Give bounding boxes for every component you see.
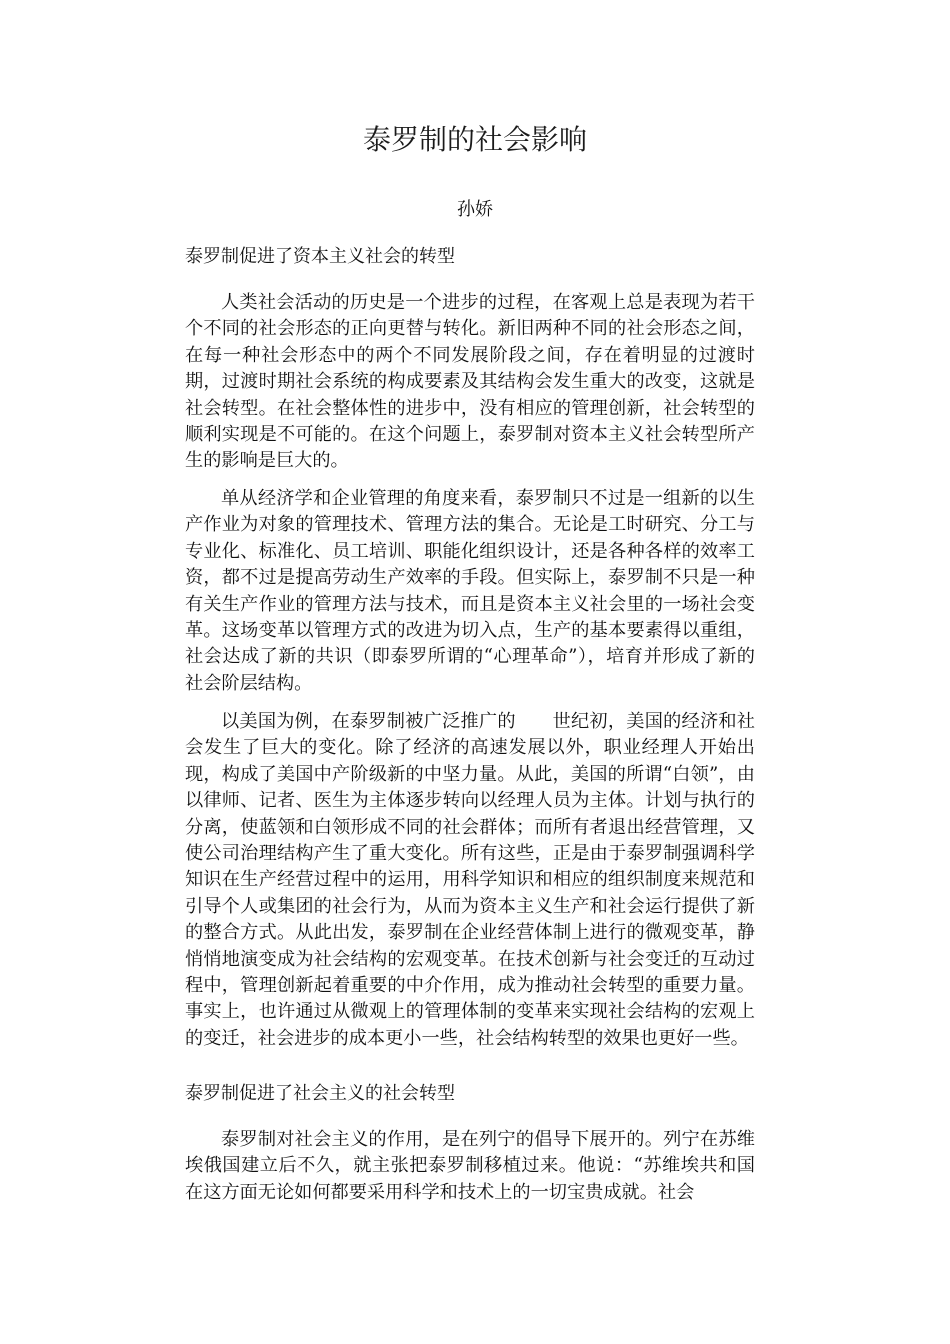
body-paragraph: 泰罗制对社会主义的作用，是在列宁的倡导下展开的。列宁在苏维埃俄国建立后不久，就主张把泰罗制移植过来。他说：“苏维埃共和国在这方面无论如何都要采用科学和技术上的一切宝贵成就。社会 xyxy=(185,1129,755,1203)
body-paragraph: 单从经济学和企业管理的角度来看，泰罗制只不过是一组新的以生产作业为对象的管理技术、管理方法的集合。无论是工时研究、分工与专业化、标准化、员工培训、职能化组织设计，还是各种各样的效率工资，都不过是提高劳动生产效率的手段。但实际上，泰罗制不只是一种有关生产作业的管理方法与技术，而且是资本主义社会里的一场社会变革。这场变革以管理方式的改进为切入点，生产的基本要素得以重组，社会达成了新的共识（即泰罗所谓的“心理革命”），培育并形成了新的社会阶层结构。 xyxy=(185,488,755,694)
body-paragraph: 以美国为例，在泰罗制被广泛推广的 世纪初，美国的经济和社会发生了巨大的变化。除了经济的高速发展以外，职业经理人开始出现，构成了美国中产阶级新的中坚力量。从此，美国的所谓“白领”，由以律师、记者、医生为主体逐步转向以经理人员为主体。计划与执行的分离，使蓝领和白领形成不同的社会群体；而所有者退出经营管理，又使公司治理结构产生了重大变化。所有这些，正是由于泰罗制强调科学知识在生产经营过程中的运用，用科学知识和相应的组织制度来规范和引导个人或集团的社会行为，从而为资本主义生产和社会运行提供了新的整合方式。从此出发，泰罗制在企业经营体制上进行的微观变革，静悄悄地演变成为社会结构的宏观变革。在技术创新与社会变迁的互动过程中，管理创新起着重要的中介作用，成为推动社会转型的重要力量。事实上，也许通过从微观上的管理体制的变革来实现社会结构的宏观上的变迁，社会进步的成本更小一些，社会结构转型的效果也更好一些。 xyxy=(185,711,755,1049)
document-author: 孙娇 xyxy=(457,199,493,220)
section-heading: 泰罗制促进了资本主义社会的转型 xyxy=(185,246,455,267)
body-paragraph: 人类社会活动的历史是一个进步的过程，在客观上总是表现为若干个不同的社会形态的正向更替与转化。新旧两种不同的社会形态之间，在每一种社会形态中的两个不同发展阶段之间，存在着明显的过渡时期，过渡时期社会系统的构成要素及其结构会发生重大的改变，这就是社会转型。在社会整体性的进步中，没有相应的管理创新，社会转型的顺利实现是不可能的。在这个问题上，泰罗制对资本主义社会转型所产生的影响是巨大的。 xyxy=(185,292,755,472)
document-title: 泰罗制的社会影响 xyxy=(362,123,587,156)
section-heading: 泰罗制促进了社会主义的社会转型 xyxy=(185,1083,455,1104)
